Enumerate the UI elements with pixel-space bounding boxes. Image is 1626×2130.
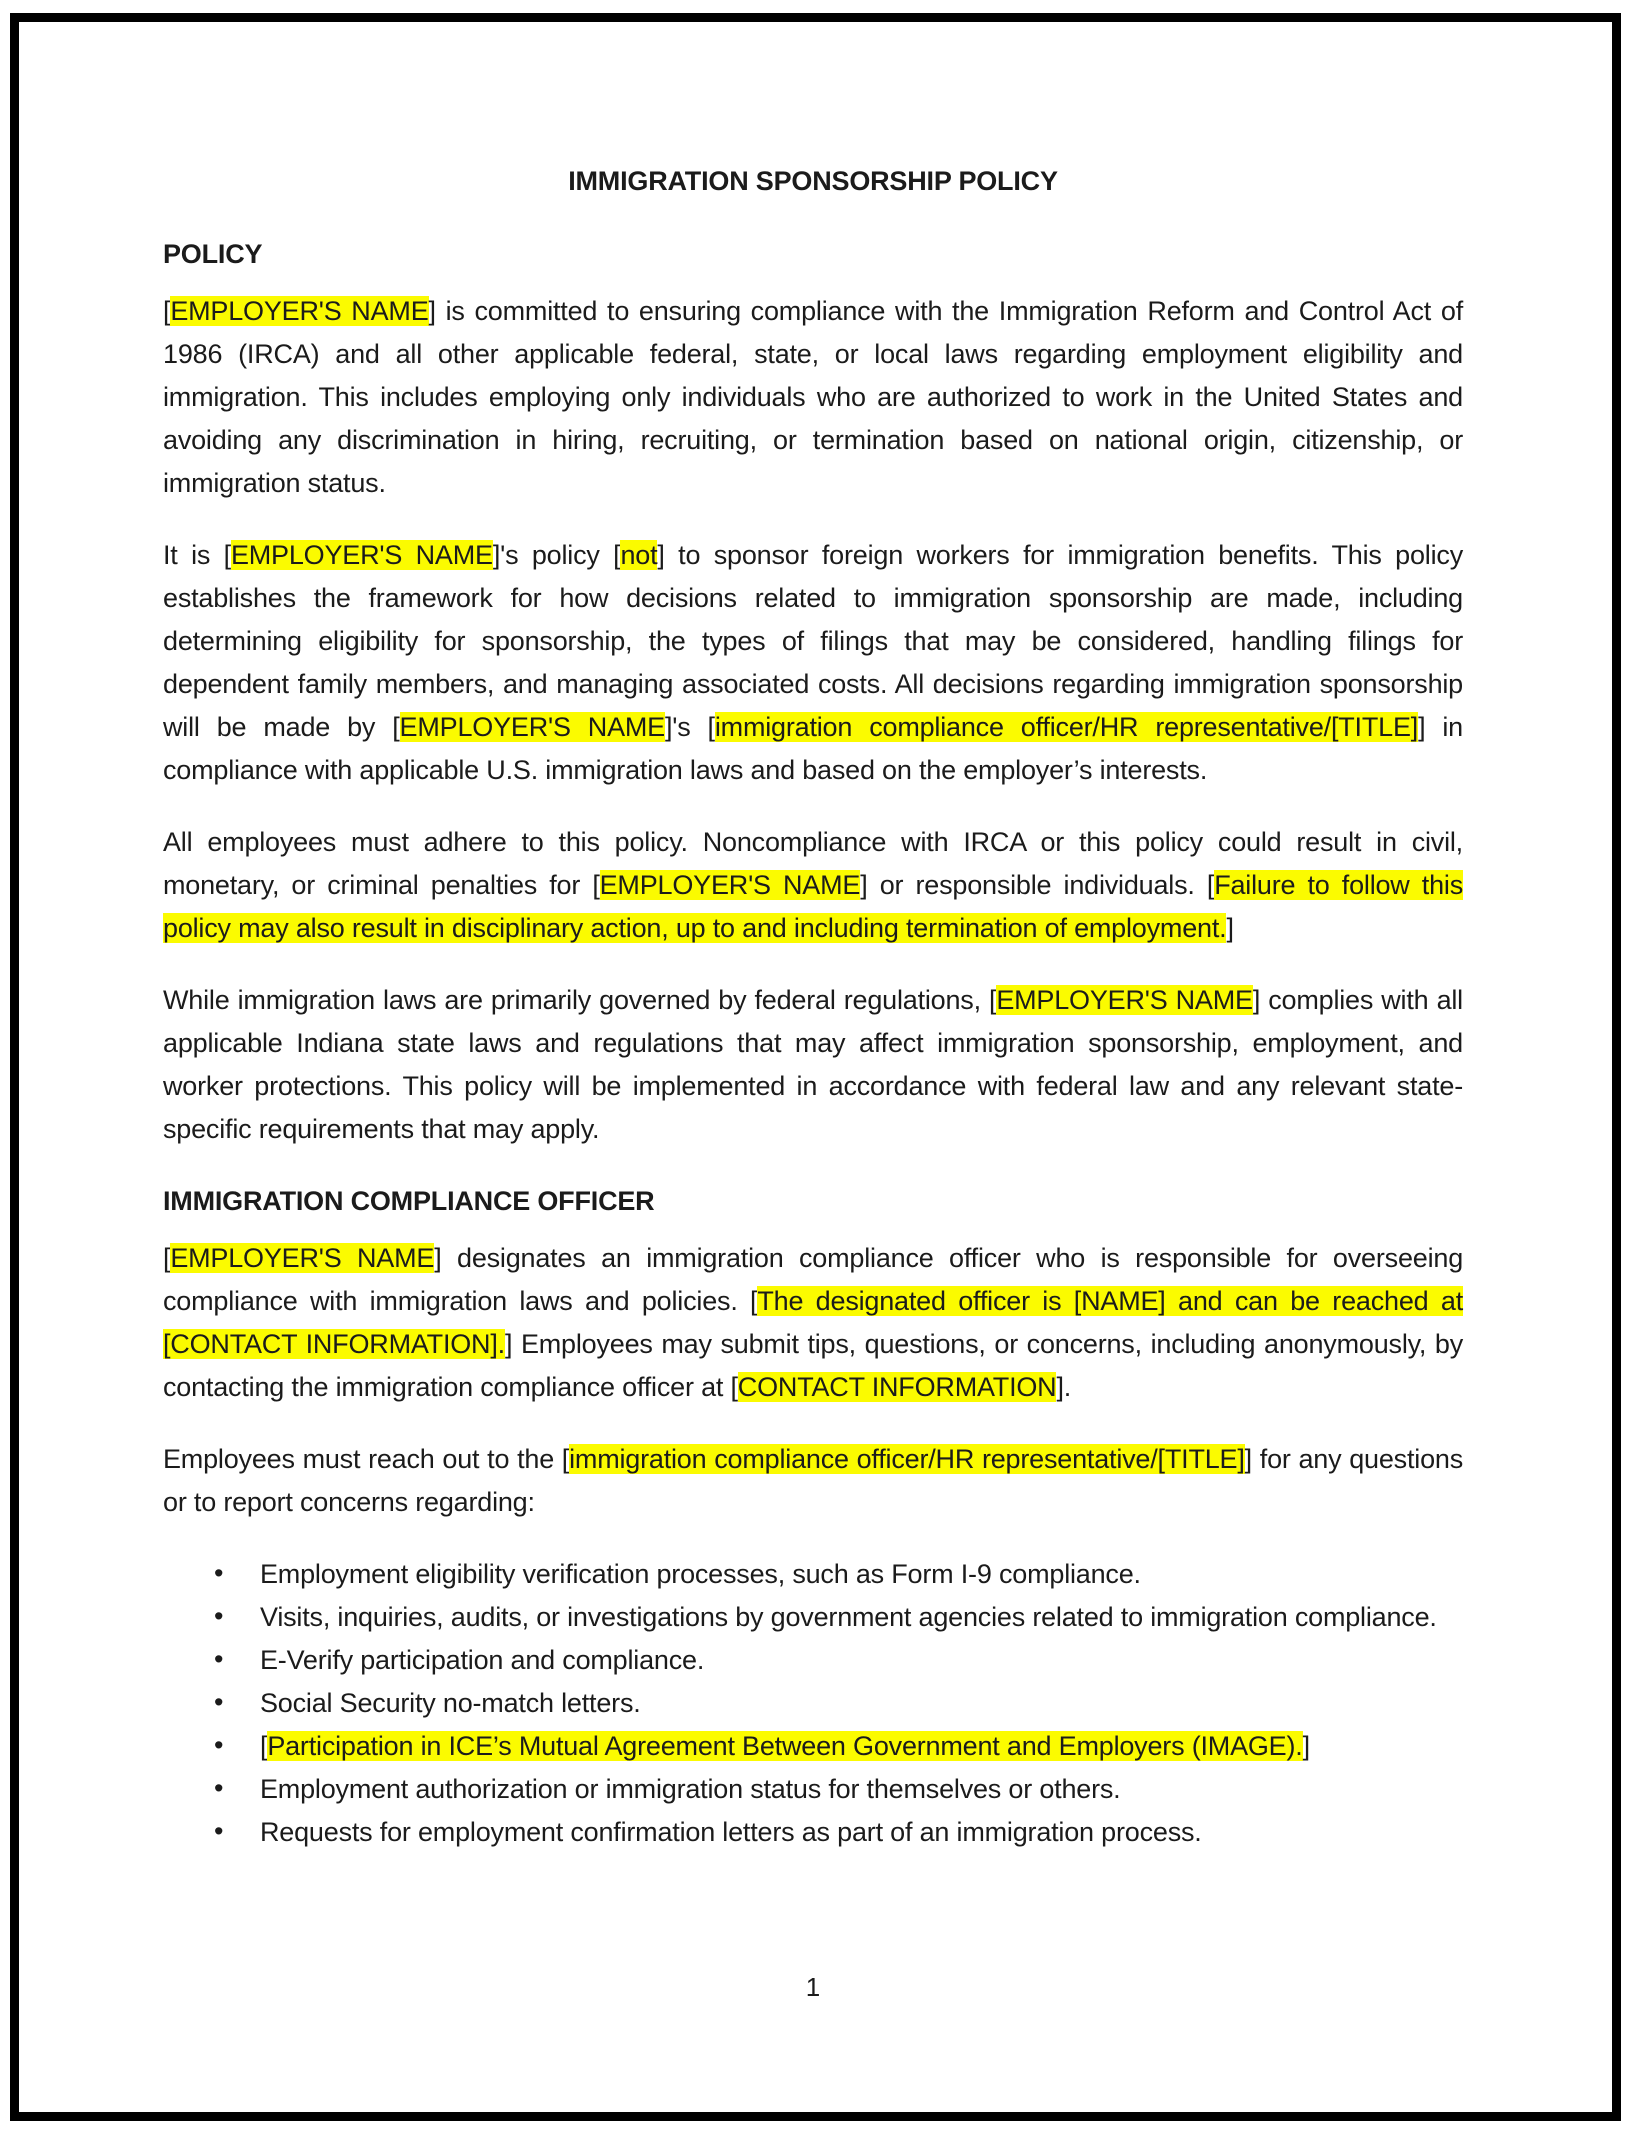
text-run: [ bbox=[260, 1731, 268, 1761]
highlighted-text: immigration compliance officer/HR representative/[TITLE] bbox=[714, 712, 1419, 742]
text-run: ]. bbox=[1056, 1372, 1072, 1402]
paragraph bbox=[163, 821, 1463, 950]
bullet-item bbox=[260, 1553, 1463, 1596]
highlighted-text: EMPLOYER'S NAME bbox=[996, 985, 1253, 1015]
bullet-list bbox=[163, 1553, 1463, 1854]
bullet-item bbox=[260, 1725, 1463, 1768]
section-heading: POLICY bbox=[163, 239, 263, 269]
text-run: ]'s policy [ bbox=[492, 540, 621, 570]
text-run: Employees must reach out to the [ bbox=[163, 1444, 570, 1474]
highlighted-text: EMPLOYER'S NAME bbox=[599, 870, 861, 900]
text-run: While immigration laws are primarily governed by federal regulations, [ bbox=[163, 985, 997, 1015]
text-run: Employment authorization or immigration status for themselves or others. bbox=[260, 1774, 1121, 1804]
section-heading: IMMIGRATION COMPLIANCE OFFICER bbox=[163, 1186, 655, 1216]
highlighted-text: The designated officer is [NAME] and can be reached at [CONTACT INFORMATION]. bbox=[163, 1286, 1463, 1359]
text-run: ] or responsible individuals. [ bbox=[860, 870, 1215, 900]
text-run: ] complies with all applicable Indiana state laws and regulations that may affect immigration sponsorship, employment, and worker protections. This policy will be implemented in accordance with federal law and any relevant state-specific requirements that may apply. bbox=[163, 985, 1463, 1144]
bullet-item bbox=[260, 1639, 1463, 1682]
bullet-item bbox=[260, 1682, 1463, 1725]
highlighted-text: EMPLOYER'S NAME bbox=[230, 540, 493, 570]
highlighted-text: EMPLOYER'S NAME bbox=[399, 712, 665, 742]
highlighted-text: Participation in ICE’s Mutual Agreement Between Government and Employers (IMAGE). bbox=[267, 1731, 1303, 1761]
bullet-item bbox=[260, 1596, 1463, 1639]
text-run: [ bbox=[163, 1243, 171, 1273]
highlighted-text: EMPLOYER'S NAME bbox=[170, 296, 429, 326]
text-run: ] to sponsor foreign workers for immigration benefits. This policy establishes the framework for how decisions related to immigration sponsorship are made, including determining eligibility for sponsorship, the types of filings that may be considered, handling filings for dependent family members, and managing associated costs. All decisions regarding immigration sponsorship will be made by [ bbox=[163, 540, 1463, 742]
document-body bbox=[163, 0, 1463, 1854]
text-run: E-Verify participation and compliance. bbox=[260, 1645, 705, 1675]
text-run: ]'s [ bbox=[664, 712, 715, 742]
document-title: IMMIGRATION SPONSORSHIP POLICY bbox=[568, 166, 1058, 196]
text-run: ] bbox=[1302, 1731, 1310, 1761]
text-run: ] designates an immigration compliance officer who is responsible for overseeing compliance with immigration laws and policies. [ bbox=[163, 1243, 1464, 1316]
text-run: Visits, inquiries, audits, or investigations by government agencies related to immigration compliance. bbox=[260, 1602, 1437, 1632]
text-run: ] bbox=[1226, 913, 1234, 943]
text-run: Employment eligibility verification processes, such as Form I-9 compliance. bbox=[260, 1559, 1141, 1589]
bullet-item bbox=[260, 1811, 1463, 1854]
paragraph bbox=[163, 290, 1463, 505]
paragraph bbox=[163, 1438, 1463, 1524]
text-run: [ bbox=[163, 296, 171, 326]
page-number: 1 bbox=[805, 1972, 821, 2002]
paragraph bbox=[163, 1237, 1463, 1409]
text-run: Social Security no-match letters. bbox=[260, 1688, 641, 1718]
paragraph bbox=[163, 979, 1463, 1151]
highlighted-text: CONTACT INFORMATION bbox=[737, 1372, 1057, 1402]
text-run: All employees must adhere to this policy. Noncompliance with IRCA or this policy could result in civil, monetary, or criminal penalties for [ bbox=[163, 827, 1463, 900]
paragraph bbox=[163, 534, 1463, 792]
highlighted-text: immigration compliance officer/HR representative/[TITLE] bbox=[569, 1444, 1245, 1474]
text-run: ] Employees may submit tips, questions, or concerns, including anonymously, by contacting the immigration compliance officer at [ bbox=[163, 1329, 1463, 1402]
highlighted-text: Failure to follow this policy may also result in disciplinary action, up to and including termination of employment. bbox=[163, 870, 1463, 943]
highlighted-text: not bbox=[620, 540, 658, 570]
text-run: It is [ bbox=[163, 540, 231, 570]
text-run: ] in compliance with applicable U.S. immigration laws and based on the employer’s interests. bbox=[163, 712, 1463, 785]
highlighted-text: EMPLOYER'S NAME bbox=[170, 1243, 435, 1273]
text-run: ] is committed to ensuring compliance with the Immigration Reform and Control Act of 1986 (IRCA) and all other applicable federal, state, or local laws regarding employment eligibility and immigration. This includes employing only individuals who are authorized to work in the United States and avoiding any discrimination in hiring, recruiting, or termination based on national origin, citizenship, or immigration status. bbox=[163, 296, 1463, 498]
text-run: ] for any questions or to report concerns regarding: bbox=[163, 1444, 1463, 1517]
text-run: Requests for employment confirmation letters as part of an immigration process. bbox=[260, 1817, 1202, 1847]
bullet-item bbox=[260, 1768, 1463, 1811]
